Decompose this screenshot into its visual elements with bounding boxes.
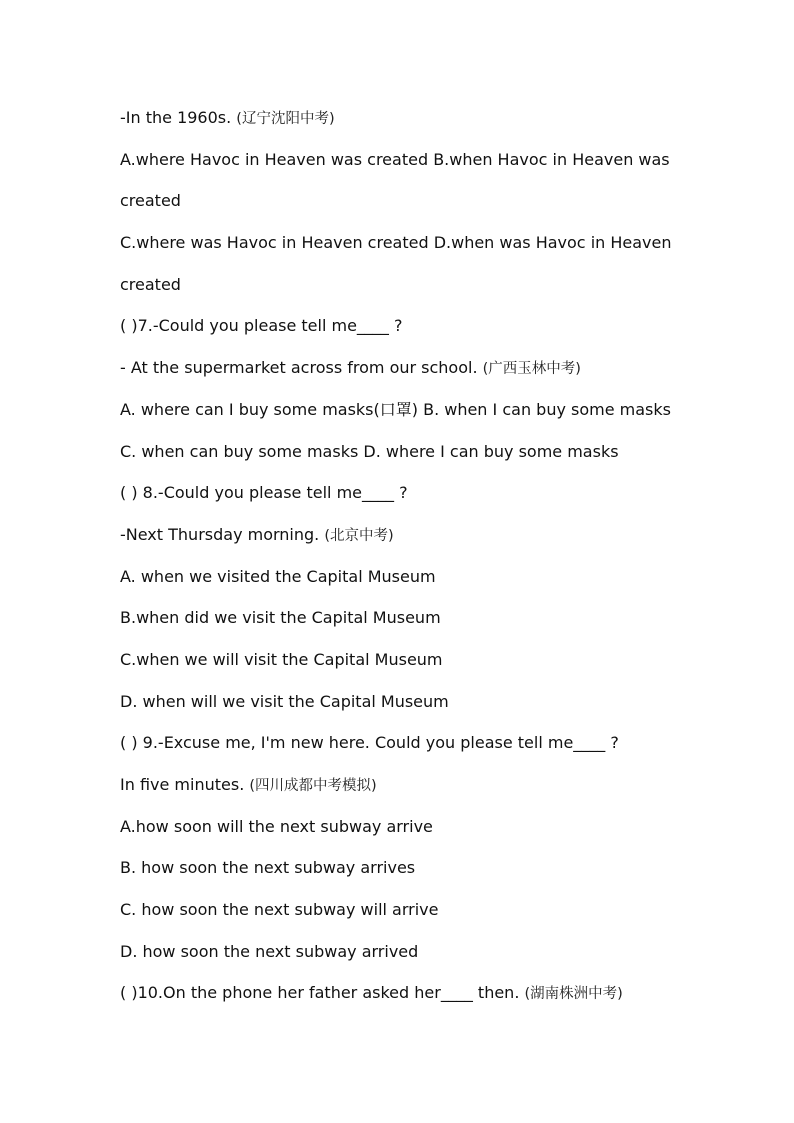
text-line-q9-option-b: B. how soon the next subway arrives bbox=[120, 858, 416, 878]
text-line-q7-options-ab: A. where can I buy some masks(口罩) B. when I can buy some masks bbox=[120, 399, 671, 419]
text-line-q9-stem: ( ) 9.-Excuse me, I'm new here. Could you please tell me____ ? bbox=[120, 733, 619, 753]
text-line-q9-option-a: A.how soon will the next subway arrive bbox=[120, 816, 433, 836]
text-line-q7-answer: - At the supermarket across from our school. (广西玉林中考) bbox=[120, 358, 581, 378]
text-line-q8-option-b: B.when did we visit the Capital Museum bbox=[120, 608, 441, 628]
exam-source-label: (辽宁沈阳中考) bbox=[236, 111, 335, 127]
text-line-q7-stem: ( )7.-Could you please tell me____ ? bbox=[120, 316, 403, 336]
text-line-q6-options-cd-cont: created bbox=[120, 274, 181, 294]
text-line-q6-options-ab: A.where Havoc in Heaven was created B.when Havoc in Heaven was bbox=[120, 149, 670, 169]
question-text-block bbox=[120, 97, 690, 1014]
text-line-q8-option-a: A. when we visited the Capital Museum bbox=[120, 566, 436, 586]
exam-source-label: (四川成都中考模拟) bbox=[249, 778, 377, 794]
text-line-q8-stem: ( ) 8.-Could you please tell me____ ? bbox=[120, 483, 408, 503]
text-line-q7-options-cd: C. when can buy some masks D. where I can buy some masks bbox=[120, 441, 619, 461]
text-line-q9-option-d: D. how soon the next subway arrived bbox=[120, 941, 419, 961]
exam-source-label: (湖南株洲中考) bbox=[524, 986, 623, 1003]
text-line-q8-option-d: D. when will we visit the Capital Museum bbox=[120, 691, 449, 711]
text-line-q9-option-c: C. how soon the next subway will arrive bbox=[120, 900, 439, 920]
text-line-q8-answer: -Next Thursday morning. (北京中考) bbox=[120, 524, 394, 544]
exam-source-label: (广西玉林中考) bbox=[482, 361, 581, 378]
text-line-q9-answer: In five minutes. (四川成都中考模拟) bbox=[120, 775, 377, 794]
exam-source-label: (北京中考) bbox=[324, 527, 394, 544]
text-line-q6-options-cd: C.where was Havoc in Heaven created D.when was Havoc in Heaven bbox=[120, 233, 672, 253]
text-line-q6-options-ab-cont: created bbox=[120, 191, 181, 211]
text-line-q8-option-c: C.when we will visit the Capital Museum bbox=[120, 649, 443, 669]
text-line-answer-1960s: -In the 1960s. (辽宁沈阳中考) bbox=[120, 108, 335, 127]
text-line-q10-stem: ( )10.On the phone her father asked her____ then. (湖南株洲中考) bbox=[120, 983, 623, 1003]
